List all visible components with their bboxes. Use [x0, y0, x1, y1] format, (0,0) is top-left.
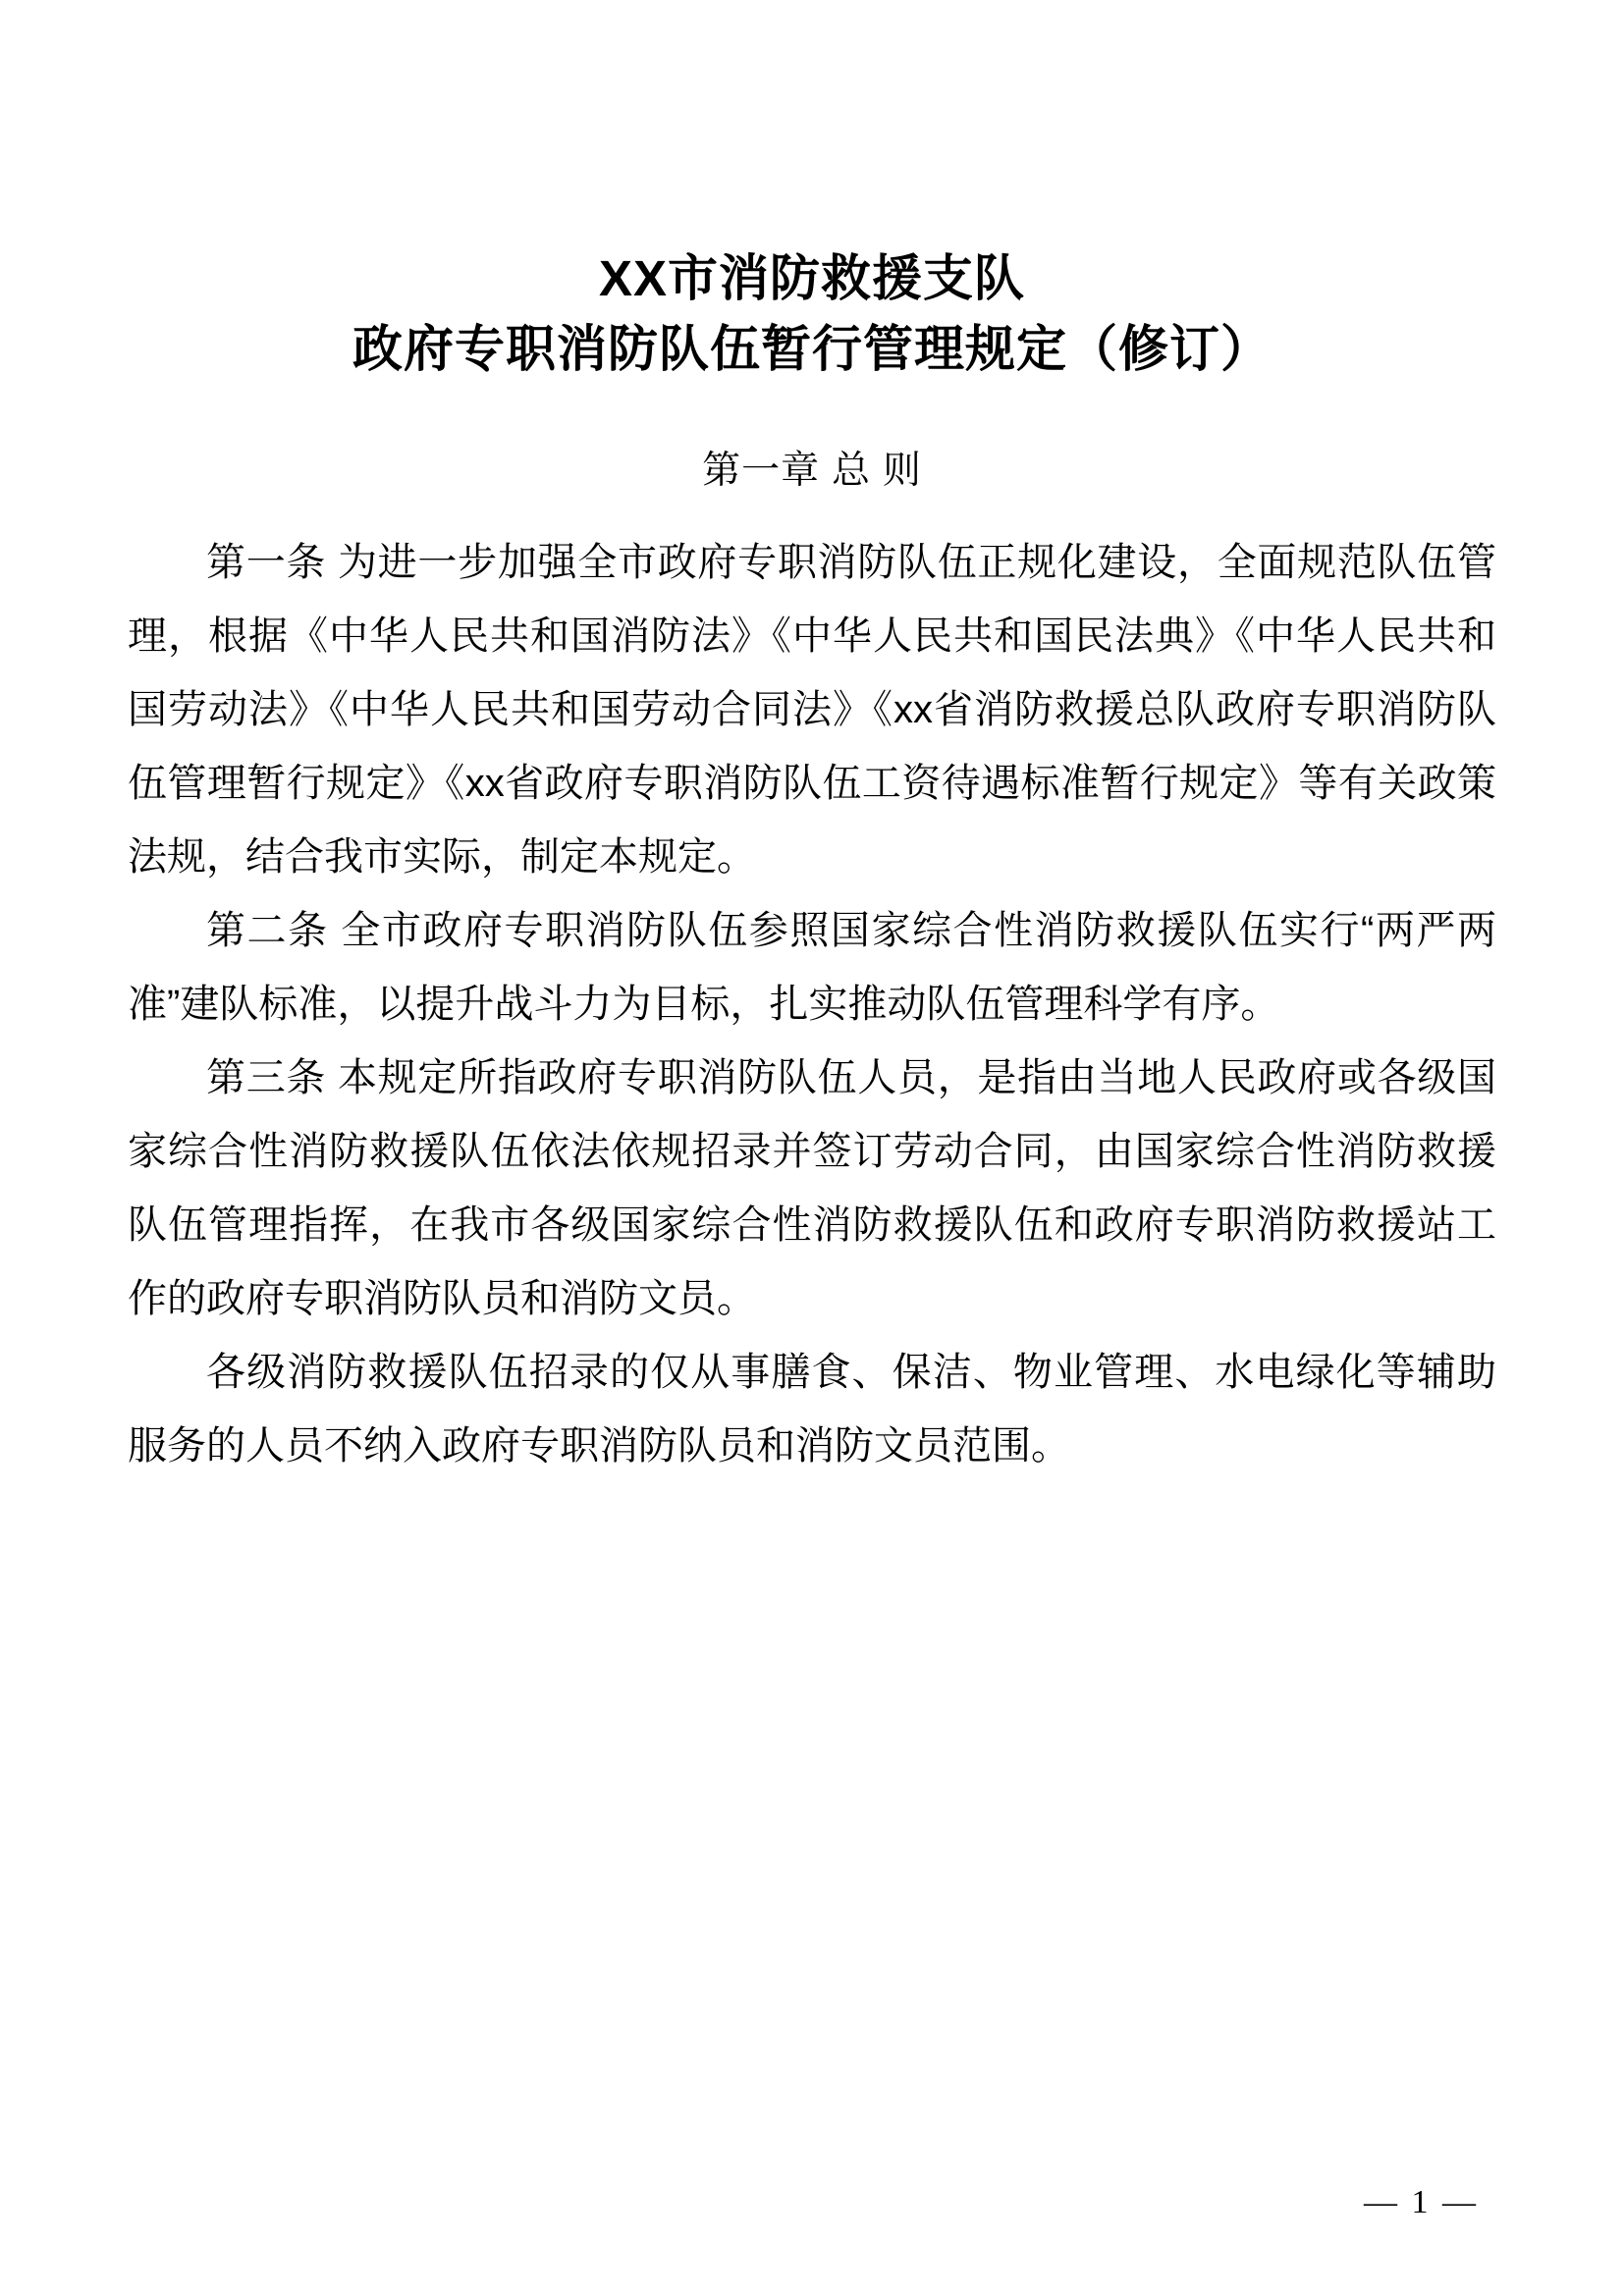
- page-number: — 1 —: [1364, 2184, 1479, 2220]
- title-line-subject: 政府专职消防队伍暂行管理规定（修订）: [352, 321, 1272, 378]
- article-paragraph-4: 各级消防救援队伍招录的仅从事膳食、保洁、物业管理、水电绿化等辅助服务的人员不纳入政府专职消防队员和消防文员范围。: [128, 1350, 1496, 1468]
- title-line-organization: XX市消防救援支队: [598, 250, 1026, 306]
- article-paragraph-2: 第二条 全市政府专职消防队伍参照国家综合性消防救援队伍实行“两严两准”建队标准，以提升战斗力为目标，扎实推动队伍管理科学有序。: [128, 908, 1496, 1026]
- article-paragraph-1: 第一条 为进一步加强全市政府专职消防队伍正规化建设，全面规范队伍管理，根据《中华人民共和国消防法》《中华人民共和国民法典》《中华人民共和国劳动法》《中华人民共和国劳动合同法》《xx省消防救援总队政府专职消防队伍管理暂行规定》《xx省政府专职消防队伍工资待遇标准暂行规定》等有关政策法规，结合我市实际，制定本规定。: [128, 540, 1496, 879]
- chapter-heading: 第一章 总 则: [702, 449, 922, 492]
- page-footer: [0, 2129, 1624, 2296]
- document-body: [128, 497, 1496, 1483]
- page-title: [128, 0, 1496, 386]
- page-content-area: [128, 0, 1496, 2296]
- article-paragraph-3: 第三条 本规定所指政府专职消防队伍人员，是指由当地人民政府或各级国家综合性消防救援队伍依法依规招录并签订劳动合同，由国家综合性消防救援队伍管理指挥，在我市各级国家综合性消防救援队伍和政府专职消防救援站工作的政府专职消防队员和消防文员。: [128, 1055, 1496, 1320]
